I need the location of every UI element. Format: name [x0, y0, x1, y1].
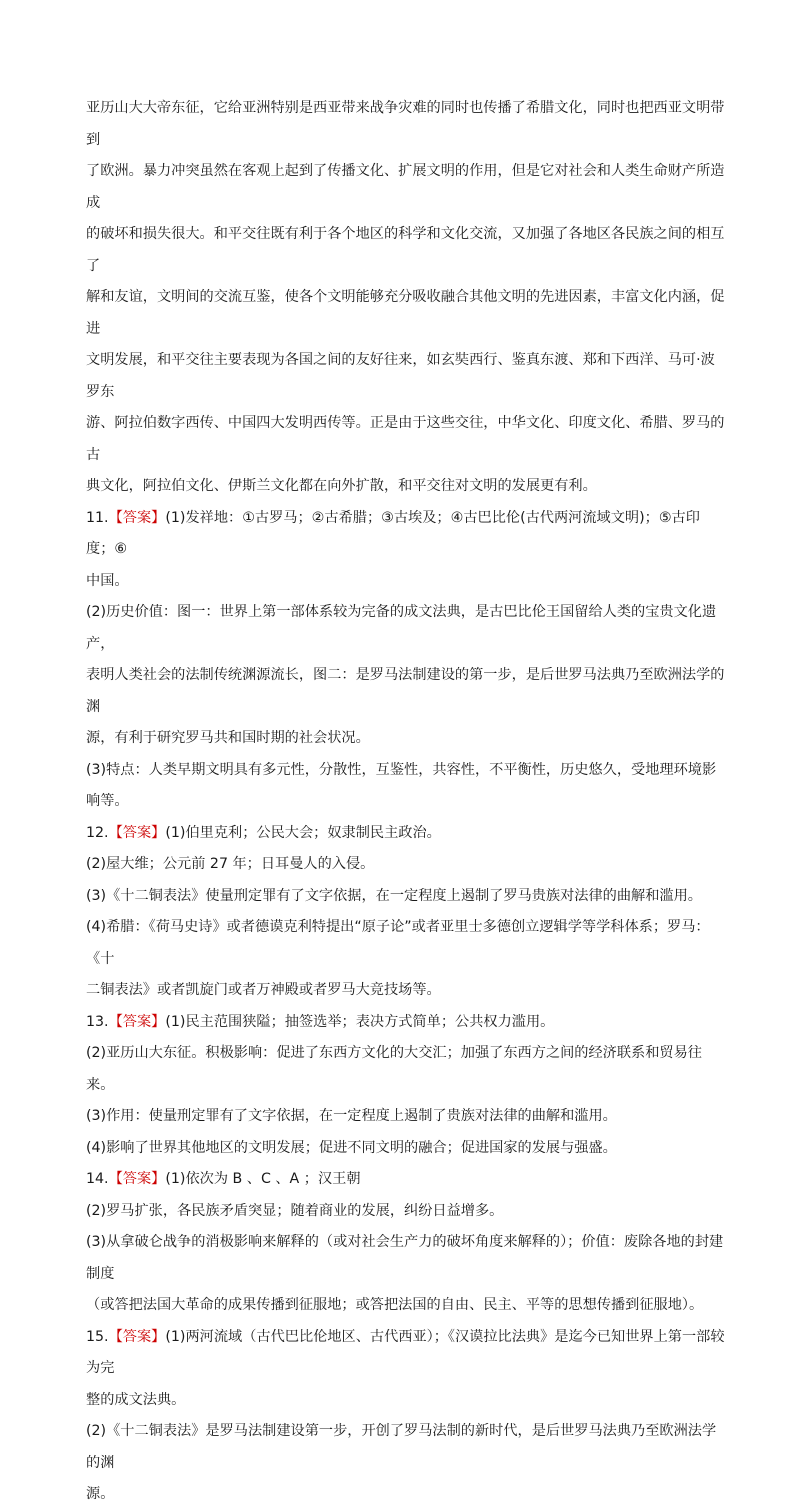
text-line — [86, 156, 726, 219]
text-line — [86, 1479, 726, 1511]
line-text: 表明人类社会的法制传统渊源流长，图二：是罗马法制建设的第一步，是后世罗马法典乃至欧洲法学的渊 — [86, 667, 725, 715]
answer-label: 【答案】 — [108, 1013, 166, 1030]
line-text: 解和友谊，文明间的交流互鉴，使各个文明能够充分吸收融合其他文明的先进因素，丰富文化内涵，促进 — [86, 289, 725, 337]
text-line — [86, 1133, 726, 1165]
line-text: 文明发展，和平交往主要表现为各国之间的友好往来，如玄奘西行、鉴真东渡、郑和下西洋、马可·波罗东 — [86, 352, 715, 400]
text-line — [86, 408, 726, 471]
text-line — [86, 975, 726, 1007]
answer-label: 【答案】 — [108, 824, 166, 841]
line-text: 源。 — [86, 1486, 115, 1502]
question-number: 12. — [86, 824, 109, 841]
text-line — [86, 471, 726, 503]
line-text: (3)作用：使量刑定罪有了文字依据，在一定程度上遏制了贵族对法律的曲解和滥用。 — [86, 1108, 617, 1124]
text-line — [86, 660, 726, 723]
document-page — [86, 93, 726, 1511]
text-line — [86, 1385, 726, 1417]
text-line — [86, 93, 726, 156]
line-text: 典文化，阿拉伯文化、伊斯兰文化都在向外扩散，和平交往对文明的发展更有利。 — [86, 478, 597, 494]
text-line — [86, 282, 726, 345]
line-text: (2)《十二铜表法》是罗马法制建设第一步，开创了罗马法制的新时代，是后世罗马法典乃至欧洲法学的渊 — [86, 1423, 717, 1471]
answer-label: 【答案】 — [108, 1171, 166, 1187]
line-text: (1)两河流域（古代巴比伦地区、古代西亚）；《汉谟拉比法典》是迄今已知世界上第一部较为完 — [86, 1328, 725, 1376]
line-text: (2)屋大维；公元前 27 年；日耳曼人的入侵。 — [86, 856, 375, 872]
question-number: 13. — [86, 1013, 109, 1030]
line-text: (2)罗马扩张，各民族矛盾突显；随着商业的发展，纠纷日益增多。 — [86, 1202, 504, 1219]
line-text: (3)从拿破仑战争的消极影响来解释的（或对社会生产力的破坏角度来解释的）；价值：废除各地的封建制度 — [86, 1234, 724, 1282]
line-text: 二铜表法》或者凯旋门或者万神殿或者罗马大竞技场等。 — [86, 982, 441, 998]
answer-label: 【答案】 — [108, 1328, 166, 1345]
line-text: 中国。 — [86, 572, 129, 589]
text-line — [86, 1164, 726, 1196]
line-text: （或答把法国大革命的成果传播到征服地；或答把法国的自由、民主、平等的思想传播到征服地）。 — [86, 1297, 704, 1313]
text-line — [86, 849, 726, 881]
text-line — [86, 912, 726, 975]
text-line — [86, 1322, 726, 1385]
line-text: 整的成文法典。 — [86, 1391, 186, 1408]
text-line — [86, 1038, 726, 1101]
text-line — [86, 503, 726, 566]
line-text: (2)历史价值：图一：世界上第一部体系较为完备的成文法典，是古巴比伦王国留给人类的宝贵文化遗产， — [86, 604, 717, 652]
line-text: 源，有利于研究罗马共和国时期的社会状况。 — [86, 730, 370, 746]
question-number: 14. — [86, 1171, 109, 1187]
line-text: (1)依次为 B 、C 、A ；汉王朝 — [165, 1171, 361, 1187]
text-line — [86, 219, 726, 282]
text-line — [86, 723, 726, 755]
text-line — [86, 818, 726, 850]
question-number: 15. — [86, 1328, 109, 1345]
text-line — [86, 1196, 726, 1228]
line-text: (3)《十二铜表法》使量刑定罪有了文字依据，在一定程度上遏制了罗马贵族对法律的曲解和滥用。 — [86, 887, 702, 904]
line-text: 的破坏和损失很大。和平交往既有利于各个地区的科学和文化交流，又加强了各地区各民族之间的相互了 — [86, 226, 725, 274]
line-text: (3)特点：人类早期文明具有多元性，分散性，互鉴性，共容性，不平衡性，历史悠久，受地理环境影响等。 — [86, 761, 717, 809]
text-line — [86, 597, 726, 660]
text-line — [86, 755, 726, 818]
line-text: 了欧洲。暴力冲突虽然在客观上起到了传播文化、扩展文明的作用，但是它对社会和人类生命财产所造成 — [86, 163, 725, 211]
line-text: (4)希腊：《荷马史诗》或者德谟克利特提出“原子论”或者亚里士多德创立逻辑学等学科体系；罗马：《十 — [86, 919, 710, 967]
text-line — [86, 566, 726, 598]
question-number: 11. — [86, 509, 109, 526]
text-line — [86, 1290, 726, 1322]
text-line — [86, 345, 726, 408]
text-line — [86, 1007, 726, 1039]
text-line — [86, 881, 726, 913]
line-text: 亚历山大大帝东征，它给亚洲特别是西亚带来战争灾难的同时也传播了希腊文化，同时也把西亚文明带到 — [86, 100, 725, 148]
answer-label: 【答案】 — [108, 509, 166, 526]
text-line — [86, 1416, 726, 1479]
line-text: (1)发祥地：①古罗马；②古希腊；③古埃及；④古巴比伦(古代两河流域文明)；⑤古印度；⑥ — [86, 509, 700, 557]
text-line — [86, 1227, 726, 1290]
line-text: (1)伯里克利；公民大会；奴隶制民主政治。 — [165, 824, 441, 841]
answer-text-body — [86, 93, 726, 1511]
line-text: (4)影响了世界其他地区的文明发展；促进不同文明的融合；促进国家的发展与强盛。 — [86, 1139, 617, 1156]
line-text: 游、阿拉伯数字西传、中国四大发明西传等。正是由于这些交往，中华文化、印度文化、希腊、罗马的古 — [86, 415, 725, 463]
text-line — [86, 1101, 726, 1133]
line-text: (2)亚历山大东征。积极影响：促进了东西方文化的大交汇；加强了东西方之间的经济联系和贸易往来。 — [86, 1045, 702, 1093]
line-text: (1)民主范围狭隘；抽签选举；表决方式简单；公共权力滥用。 — [165, 1013, 555, 1030]
